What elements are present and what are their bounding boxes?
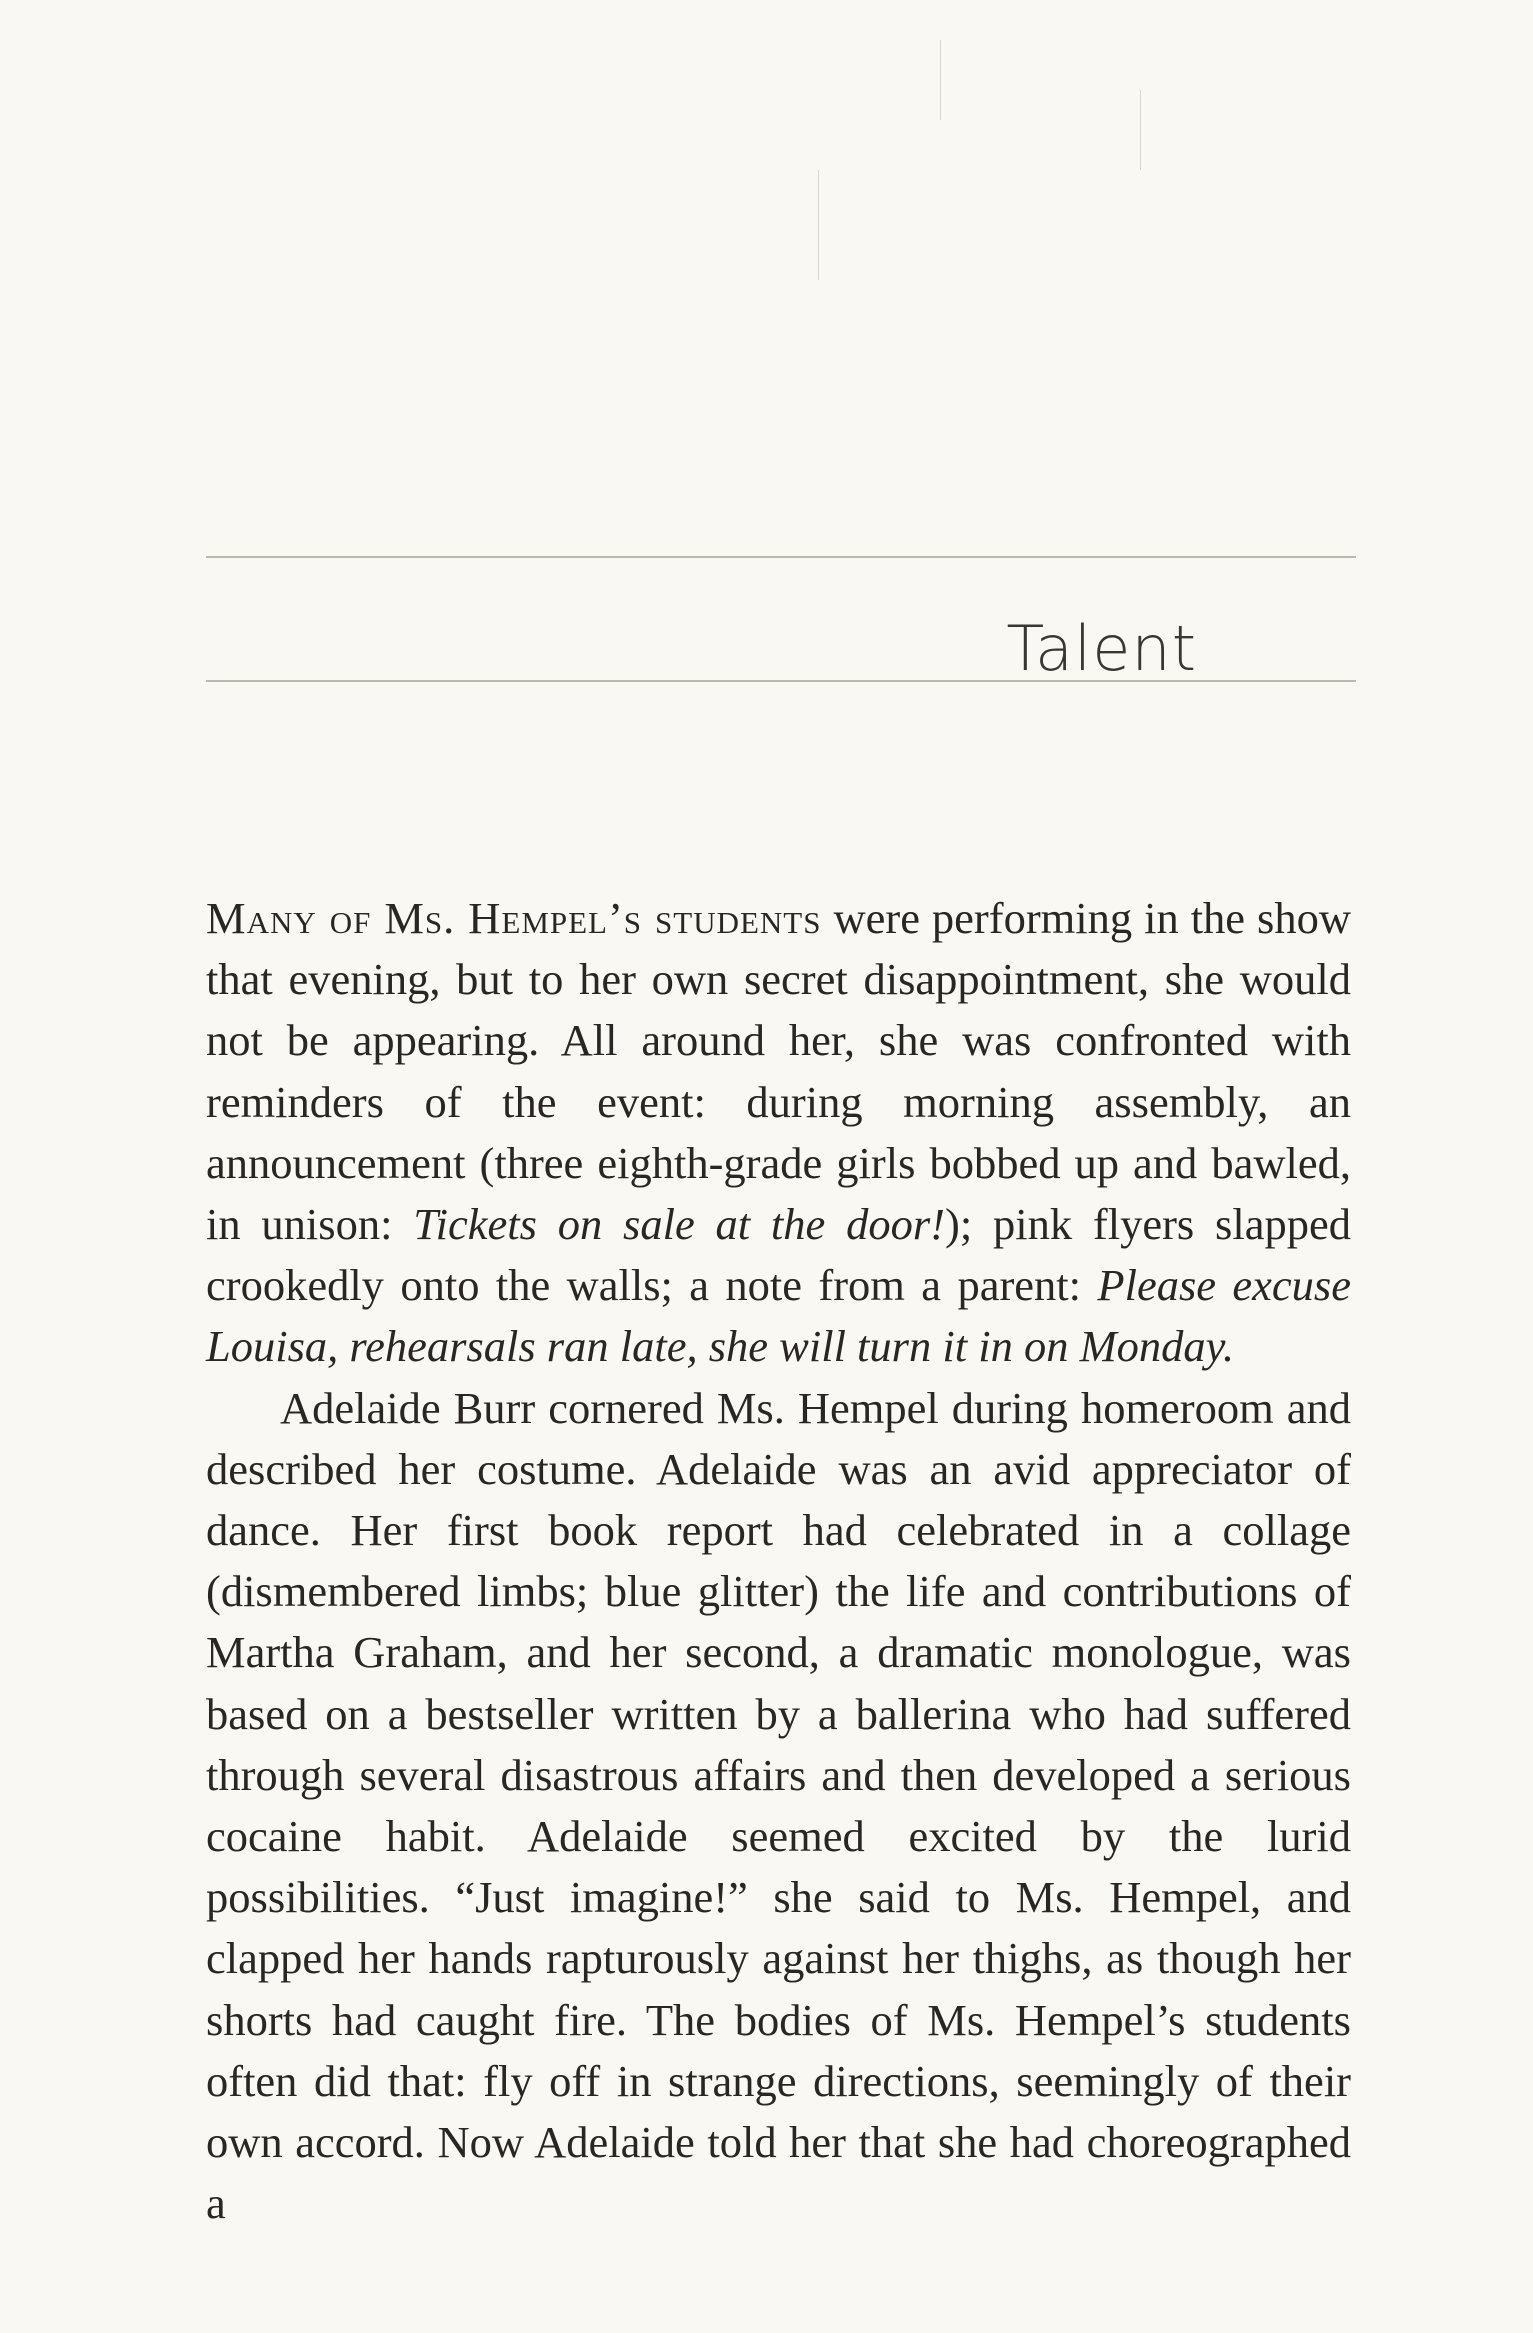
paragraph-1 bbox=[206, 888, 1351, 1378]
scan-artifact bbox=[940, 40, 941, 120]
title-rule-top bbox=[206, 556, 1356, 558]
parent-note: Please excuse Louisa, rehearsals ran late, she will turn it in on Monday. bbox=[206, 1260, 1351, 1372]
scan-artifact bbox=[1140, 90, 1141, 170]
chapter-body bbox=[206, 888, 1351, 2234]
paragraph-1-text: were performing in the show that evening, but to her own secret disappointment, she would not be appearing. All around her, she was confronted with reminders of the event: during morning assembly, an announcement (three eighth-grade girls bobbed up and bawled, in unison: bbox=[206, 893, 1351, 1250]
paragraph-1-text-2: ); pink flyers slapped crookedly onto the walls; a note from a parent: bbox=[206, 1199, 1351, 1311]
quoted-announcement: Tickets on sale at the door! bbox=[413, 1199, 945, 1250]
chapter-title: Talent bbox=[1000, 618, 1203, 680]
opening-small-caps: Many of Ms. Hempel’s students bbox=[206, 893, 822, 943]
paragraph-2: Adelaide Burr cornered Ms. Hempel during homeroom and described her costume. Adelaide was an avid appreciator of dance. Her first book report had celebrated in a collage (dismembered limbs; blue glitter) the life and contributions of Martha Graham, and her second, a dramatic monologue, was based on a bestseller written by a ballerina who had suffered through several disastrous affairs and then developed a serious cocaine habit. Adelaide seemed excited by the lurid possibilities. “Just imagine!” she said to Ms. Hempel, and clapped her hands rapturously against her thighs, as though her shorts had caught fire. The bodies of Ms. Hempel’s students often did that: fly off in strange directions, seemingly of their own accord. Now Adelaide told her that she had choreographed a bbox=[206, 1382, 1351, 2229]
scan-artifact bbox=[818, 170, 819, 280]
